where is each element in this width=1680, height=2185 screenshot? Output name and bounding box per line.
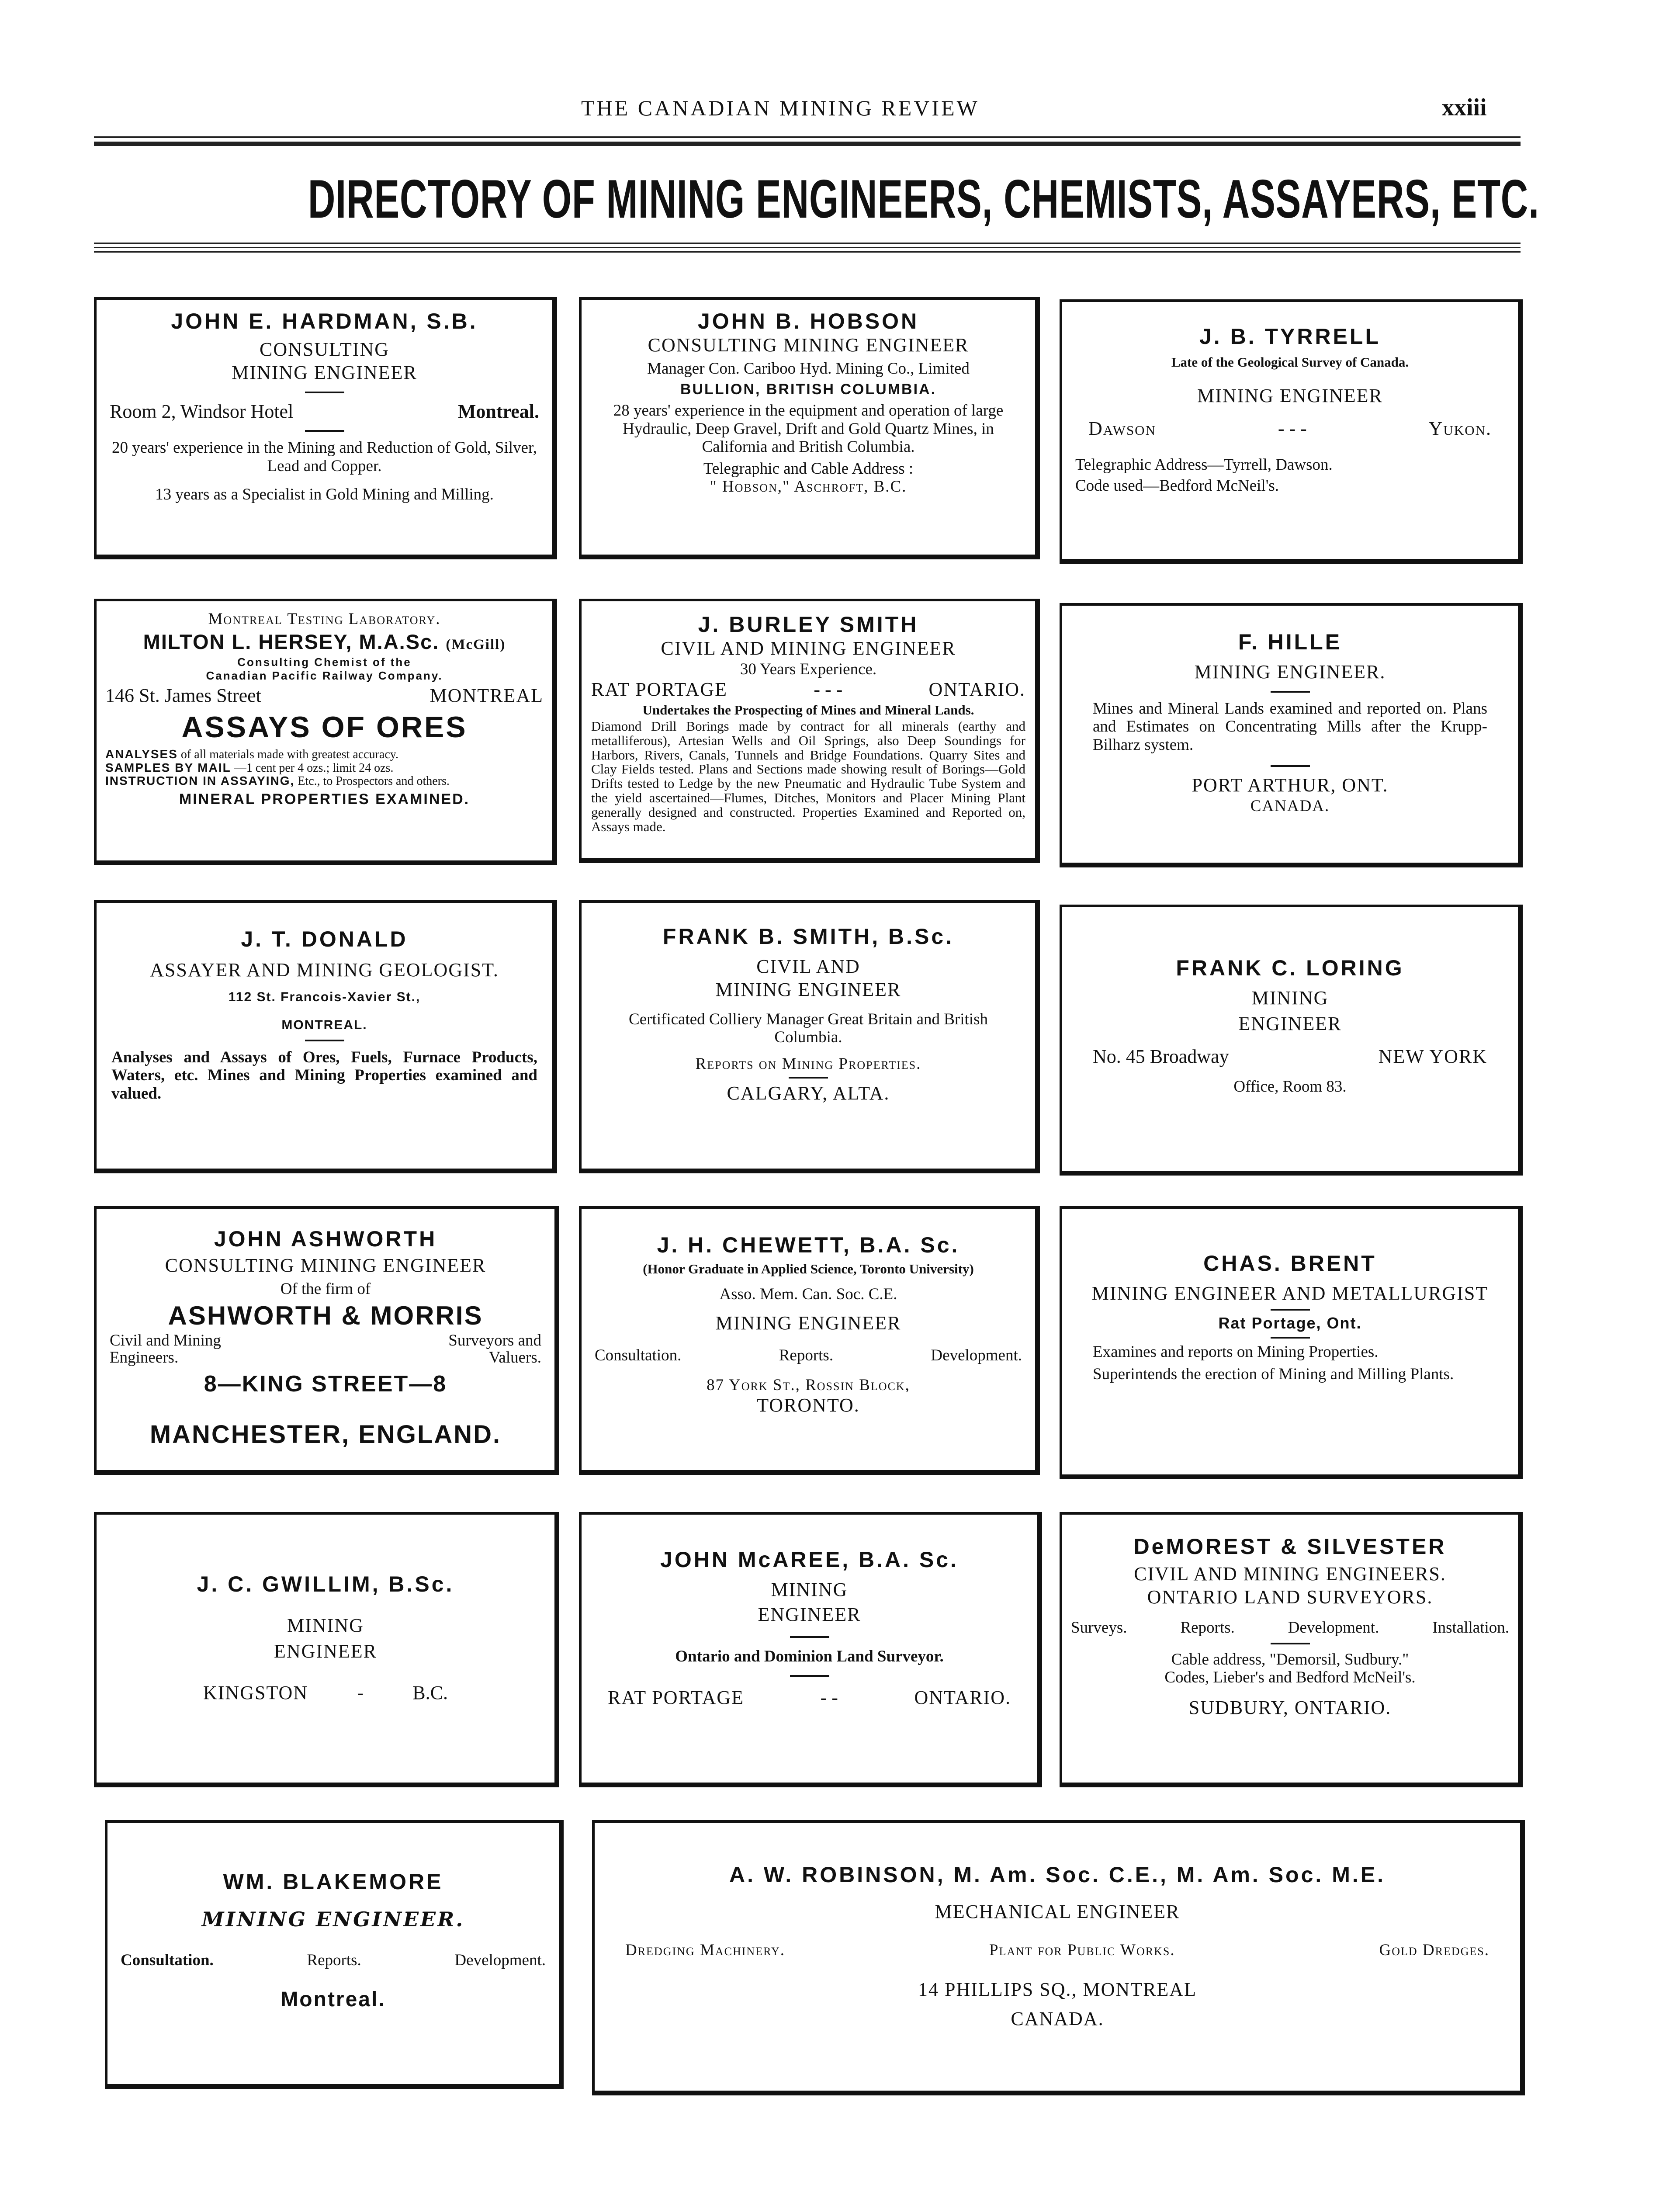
header-rule (94, 136, 1521, 138)
fbsmith-line1: CIVIL AND (756, 956, 860, 977)
demorest-s2: Reports. (1180, 1618, 1235, 1637)
hersey-a3-rest: Etc., to Prospectors and others. (298, 774, 450, 788)
hardman-city: Montreal. (457, 400, 539, 422)
card-demorest (1060, 1512, 1523, 1787)
card-loring (1060, 905, 1523, 1176)
blakemore-s3: Development. (454, 1951, 546, 1969)
tyrrell-former: Late of the Geological Survey of Canada. (1171, 354, 1409, 370)
mcaree-line2: ENGINEER (758, 1603, 861, 1625)
blakemore-city: Montreal. (281, 1988, 386, 2012)
donald-city: MONTREAL. (281, 1017, 367, 1032)
robinson-name: A. W. ROBINSON, M. Am. Soc. C.E., M. Am. Soc. M.E. (729, 1862, 1386, 1887)
ashworth-street: 8—KING STREET—8 (204, 1371, 447, 1397)
hobson-cable: " Hobson," Aschroft, B.C. (710, 477, 907, 496)
tyrrell-code: Code used—Bedford McNeil's. (1075, 476, 1279, 495)
hersey-street: 146 St. James Street (105, 685, 261, 707)
chewett-s2: Reports. (779, 1346, 834, 1365)
mcaree-surveyor: Ontario and Dominion Land Surveyor. (675, 1647, 944, 1665)
chewett-title: MINING ENGINEER (715, 1312, 901, 1334)
demorest-line2: ONTARIO LAND SURVEYORS. (1147, 1586, 1433, 1608)
burley-title: CIVIL AND MINING ENGINEER (661, 638, 956, 659)
hersey-a2-lead: SAMPLES BY MAIL (105, 760, 231, 774)
hille-city: PORT ARTHUR, ONT. (1192, 774, 1389, 796)
ashworth-name: JOHN ASHWORTH (214, 1227, 437, 1251)
hobson-cable-label: Telegraphic and Cable Address : (703, 459, 914, 478)
divider (1271, 1309, 1310, 1311)
blakemore-s1: Consultation. (121, 1951, 214, 1969)
demorest-s4: Installation. (1432, 1618, 1509, 1637)
hersey-assays: ASSAYS OF ORES (181, 711, 468, 744)
robinson-s2: Plant for Public Works. (989, 1941, 1175, 1959)
hersey-a1-lead: ANALYSES (105, 747, 178, 761)
card-donald (94, 900, 557, 1173)
divider (790, 1636, 829, 1638)
ashworth-city: MANCHESTER, ENGLAND. (149, 1420, 502, 1449)
demorest-s3: Development. (1288, 1618, 1379, 1637)
donald-desc: Analyses and Assays of Ores, Fuels, Furnace Products, Waters, etc. Mines and Mining Properties examined and valued. (111, 1048, 537, 1103)
gwillim-line1: MINING (287, 1615, 364, 1636)
tyrrell-telegraph: Telegraphic Address—Tyrrell, Dawson. (1075, 456, 1333, 474)
demorest-city: SUDBURY, ONTARIO. (1188, 1696, 1392, 1718)
chewett-grad: (Honor Graduate in Applied Science, Toronto University) (643, 1261, 974, 1276)
tyrrell-title: MINING ENGINEER (1197, 385, 1383, 406)
fbsmith-name: FRANK B. SMITH, B.Sc. (662, 924, 954, 949)
hardman-exp2: 13 years as a Specialist in Gold Mining and Milling. (155, 486, 494, 504)
hersey-suffix: (McGill) (446, 637, 506, 653)
burley-years: 30 Years Experience. (740, 660, 877, 678)
divider (790, 1675, 829, 1677)
hersey-lab: Montreal Testing Laboratory. (208, 610, 441, 628)
hardman-line2: MINING ENGINEER (232, 361, 417, 383)
divider (789, 1077, 828, 1079)
divider (305, 430, 344, 432)
blakemore-s2: Reports. (307, 1951, 361, 1969)
loring-office: Office, Room 83. (1233, 1078, 1347, 1096)
brent-title: MINING ENGINEER AND METALLURGIST (1091, 1283, 1489, 1304)
card-blakemore (105, 1820, 564, 2089)
hille-name: F. HILLE (1238, 630, 1342, 654)
ashworth-right1: Surveyors and (448, 1332, 541, 1350)
burley-province: ONTARIO. (928, 679, 1025, 701)
card-tyrrell (1060, 299, 1523, 564)
ashworth-firm: ASHWORTH & MORRIS (168, 1301, 483, 1331)
card-brent (1060, 1206, 1523, 1479)
burley-p2: Diamond Drill Borings made by contract for all minerals (earthy and metalliferous), Artesian Wells and Oil Springs, also Deep Soundings for Harbors, Rivers, Canals, Tunnels and Bridge Foundations. Quarry Sites and Clay Fields tested. Plans and Sections made showing result of Borings—Gold Drifts tested to Ledge by the new Pneumatic and Hydraulic Tube System and the yield ascertained—Flumes, Ditches, Monitors and Placer Mining Plant generally designed and constructed. Properties Examined and Reported on, Assays made. (591, 718, 1025, 834)
card-chewett (579, 1206, 1040, 1475)
donald-name: J. T. DONALD (241, 927, 408, 951)
donald-title: ASSAYER AND MINING GEOLOGIST. (150, 959, 499, 981)
card-gwillim (94, 1512, 559, 1787)
hersey-a2-rest: —1 cent per 4 ozs.; limit 24 ozs. (234, 761, 394, 775)
hersey-a2 (105, 761, 544, 774)
ashworth-left2: Engineers. (110, 1349, 179, 1367)
tyrrell-place: Dawson (1088, 417, 1156, 439)
demorest-s1: Surveys. (1071, 1618, 1127, 1637)
robinson-address: 14 PHILLIPS SQ., MONTREAL (918, 1979, 1197, 2001)
hersey-a1-rest: of all materials made with greatest accuracy. (180, 748, 398, 762)
tyrrell-dots: - - - (1278, 417, 1307, 439)
gwillim-province: B.C. (412, 1682, 448, 1703)
hersey-role1: Consulting Chemist of the (237, 656, 412, 669)
hobson-title: CONSULTING MINING ENGINEER (648, 334, 969, 356)
chewett-city: TORONTO. (757, 1394, 860, 1416)
demorest-name: DeMOREST & SILVESTER (1133, 1534, 1447, 1559)
title-rule-2 (94, 247, 1521, 248)
header-rule-thick (94, 142, 1521, 146)
chewett-name: J. H. CHEWETT, B.A. Sc. (657, 1233, 960, 1257)
card-fbsmith (579, 900, 1040, 1173)
robinson-s1: Dredging Machinery. (625, 1941, 786, 1959)
burley-dots: - - - (814, 679, 843, 701)
chewett-s3: Development. (931, 1346, 1022, 1365)
hardman-address: Room 2, Windsor Hotel (110, 400, 294, 422)
hobson-exp: 28 years' experience in the equipment and operation of large Hydraulic, Deep Gravel, Drift and Gold Quartz Mines, in California and British Columbia. (613, 402, 1004, 456)
demorest-cable: Cable address, "Demorsil, Sudbury." (1171, 1651, 1409, 1669)
hobson-manager: Manager Con. Cariboo Hyd. Mining Co., Limited (647, 359, 970, 378)
card-hardman (94, 297, 557, 559)
card-ashworth (94, 1206, 559, 1475)
title-rule (94, 243, 1521, 244)
chewett-address: 87 York St., Rossin Block, (707, 1376, 910, 1394)
divider (1271, 765, 1310, 767)
mcaree-name: JOHN McAREE, B.A. Sc. (660, 1547, 959, 1572)
ashworth-firm-of: Of the firm of (280, 1280, 371, 1298)
fbsmith-city: CALGARY, ALTA. (727, 1082, 890, 1104)
hersey-city: MONTREAL (430, 685, 544, 707)
title-rule-3 (94, 251, 1521, 253)
robinson-country: CANADA. (1011, 2008, 1104, 2030)
donald-street: 112 St. Francois-Xavier St., (228, 989, 421, 1004)
page-number: xxiii (1442, 94, 1487, 121)
loring-name: FRANK C. LORING (1176, 956, 1404, 980)
hardman-exp1: 20 years' experience in the Mining and Reduction of Gold, Silver, Lead and Copper. (111, 439, 537, 475)
blakemore-name: WM. BLAKEMORE (223, 1869, 443, 1894)
tyrrell-name: J. B. TYRRELL (1199, 324, 1381, 349)
robinson-title: MECHANICAL ENGINEER (935, 1901, 1180, 1922)
gwillim-name: J. C. GWILLIM, B.Sc. (197, 1572, 454, 1596)
divider (1271, 1643, 1310, 1644)
hardman-name: JOHN E. HARDMAN, S.B. (171, 309, 478, 333)
hersey-footer: MINERAL PROPERTIES EXAMINED. (179, 791, 470, 808)
fbsmith-line2: MINING ENGINEER (715, 978, 901, 1000)
ashworth-left1: Civil and Mining (110, 1332, 221, 1350)
hille-desc: Mines and Mineral Lands examined and reported on. Plans and Estimates on Concentrating Mills after the Krupp-Bilharz system. (1093, 699, 1487, 754)
card-hobson (579, 297, 1040, 559)
hersey-a3 (105, 774, 544, 787)
brent-place: Rat Portage, Ont. (1218, 1314, 1362, 1332)
hersey-a3-lead: INSTRUCTION IN ASSAYING, (105, 774, 295, 788)
demorest-codes: Codes, Lieber's and Bedford McNeil's. (1164, 1668, 1416, 1687)
hersey-name-line (105, 630, 544, 654)
divider (1271, 691, 1310, 693)
burley-p1: Undertakes the Prospecting of Mines and Mineral Lands. (642, 702, 974, 718)
ashworth-title: CONSULTING MINING ENGINEER (165, 1255, 486, 1276)
card-burley (579, 599, 1040, 863)
mcaree-place: RAT PORTAGE (608, 1687, 745, 1709)
hobson-name: JOHN B. HOBSON (697, 309, 919, 333)
gwillim-line2: ENGINEER (274, 1640, 377, 1662)
demorest-line1: CIVIL AND MINING ENGINEERS. (1134, 1563, 1446, 1585)
mcaree-province: ONTARIO. (914, 1687, 1011, 1709)
blakemore-title: MINING ENGINEER. (201, 1908, 465, 1931)
divider (305, 392, 344, 393)
hille-title: MINING ENGINEER. (1194, 661, 1386, 683)
hardman-line1: CONSULTING (259, 339, 390, 360)
burley-name: J. BURLEY SMITH (698, 612, 919, 637)
brent-d2: Superintends the erection of Mining and Milling Plants. (1093, 1365, 1454, 1384)
hobson-location: BULLION, BRITISH COLUMBIA. (680, 381, 937, 398)
loring-city: NEW YORK (1378, 1045, 1487, 1067)
mcaree-line1: MINING (771, 1579, 848, 1600)
card-robinson (592, 1820, 1525, 2095)
page-title: DIRECTORY OF MINING ENGINEERS, CHEMISTS, ASSAYERS, ETC. (308, 169, 1539, 229)
burley-place: RAT PORTAGE (591, 679, 728, 701)
card-hille (1060, 603, 1523, 867)
divider (1271, 1337, 1310, 1339)
fbsmith-cert: Certificated Colliery Manager Great Britain and British Columbia. (629, 1010, 988, 1047)
hersey-name: MILTON L. HERSEY, M.A.Sc. (143, 630, 440, 654)
hersey-a1 (105, 748, 544, 761)
gwillim-city: KINGSTON (203, 1682, 308, 1703)
loring-address: No. 45 Broadway (1093, 1045, 1229, 1067)
tyrrell-region: Yukon. (1428, 417, 1492, 439)
gwillim-dash: - (357, 1682, 364, 1703)
fbsmith-reports: Reports on Mining Properties. (695, 1055, 921, 1073)
ashworth-right2: Valuers. (488, 1349, 541, 1367)
brent-d1: Examines and reports on Mining Properties. (1093, 1342, 1379, 1361)
divider (305, 1040, 344, 1041)
card-hersey (94, 599, 557, 865)
brent-name: CHAS. BRENT (1203, 1251, 1377, 1276)
card-mcaree (579, 1512, 1042, 1787)
loring-line2: ENGINEER (1238, 1013, 1342, 1034)
mcaree-dots: - - (820, 1687, 838, 1709)
hersey-role2: Canadian Pacific Railway Company. (206, 669, 443, 683)
hille-country: CANADA. (1250, 797, 1330, 815)
loring-line1: MINING (1251, 987, 1329, 1009)
chewett-assoc: Asso. Mem. Can. Soc. C.E. (719, 1285, 897, 1303)
chewett-s1: Consultation. (595, 1346, 682, 1365)
running-head: THE CANADIAN MINING REVIEW (581, 96, 980, 120)
robinson-s3: Gold Dredges. (1379, 1941, 1489, 1959)
